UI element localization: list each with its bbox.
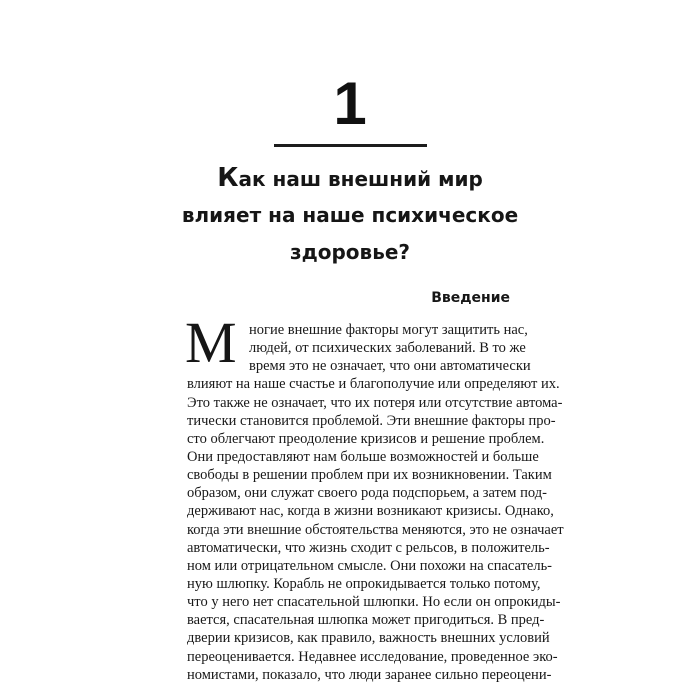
chapter-title-initial: К <box>217 163 239 193</box>
chapter-title-line-1 <box>150 160 550 197</box>
body-line: вается, спасательная шлюпка может пригодиться. В пред- <box>187 612 545 629</box>
chapter-number: 1 <box>333 70 367 137</box>
chapter-title-line-1-text: ак наш внешний мир <box>238 167 483 191</box>
body-line: переоценивается. Недавнее исследование, проведенное эко- <box>187 648 558 665</box>
chapter-title-line-2: влияет на наше психическое <box>181 203 519 227</box>
body-line: Они предоставляют нам больше возможностей и больше <box>187 448 539 465</box>
body-line: номистами, показало, что люди заранее сильно переоцени- <box>187 666 552 683</box>
chapter-divider-rule <box>274 144 427 147</box>
body-line: сто облегчают преодоление кризисов и решение проблем. <box>187 430 545 447</box>
body-line: дверии кризисов, как правило, важность внешних условий <box>187 630 550 647</box>
chapter-title <box>150 160 550 271</box>
body-line: ную шлюпку. Корабль не опрокидывается только потому, <box>187 575 541 592</box>
body-line: что у него нет спасательной шлюпки. Но если он опрокиды- <box>187 594 561 611</box>
body-line: образом, они служат своего рода подспорьем, а затем под- <box>187 485 547 502</box>
body-line: людей, от психических заболеваний. В то же <box>249 340 526 357</box>
body-text <box>187 321 564 684</box>
chapter-title-line-3: здоровье? <box>289 240 411 264</box>
body-line: свободы в решении проблем при их возникновении. Таким <box>187 467 552 484</box>
body-line: влияют на наше счастье и благополучие или определяют их. <box>187 376 560 393</box>
body-line: ном или отрицательном смысле. Они похожи на спасатель- <box>187 557 553 574</box>
body-line: держивают нас, когда в жизни возникают кризисы. Однако, <box>187 503 554 520</box>
body-line: время это не означает, что они автоматически <box>249 358 531 375</box>
body-line: Это также не означает, что их потеря или отсутствие автома- <box>187 394 563 411</box>
body-line: автоматически, что жизнь сходит с рельсов, в положитель- <box>187 539 550 556</box>
body-line: тически становится проблемой. Эти внешние факторы про- <box>187 412 556 429</box>
body-line: когда эти внешние обстоятельства меняются, это не означает <box>187 521 564 538</box>
section-heading: Введение <box>431 290 510 306</box>
body-line: ногие внешние факторы могут защитить нас, <box>249 322 528 338</box>
drop-cap: М <box>185 310 237 375</box>
